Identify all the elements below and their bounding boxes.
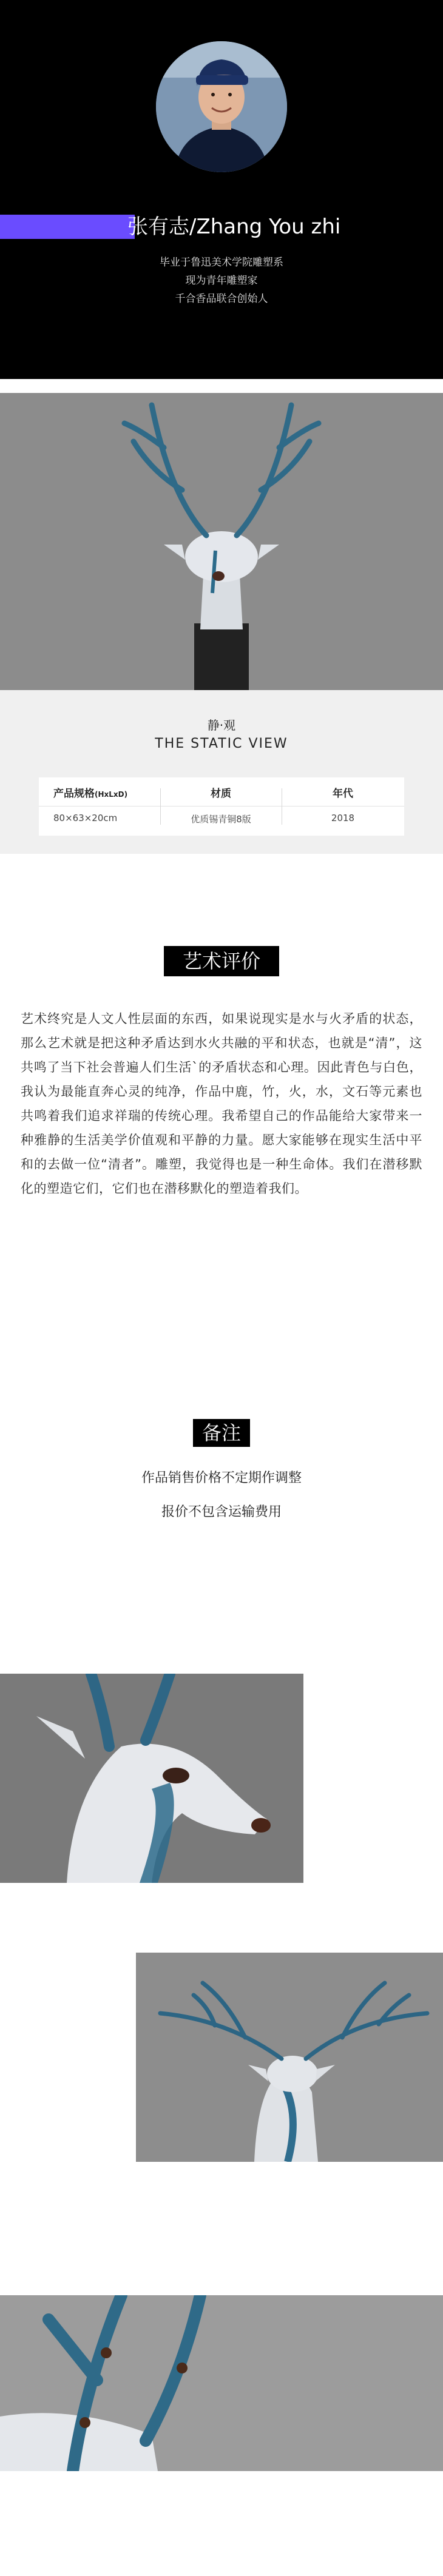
artist-bio-line: 千合香品联合创始人 <box>175 293 268 305</box>
deer-sculpture-side-image <box>136 1953 443 2162</box>
deer-sculpture-image <box>0 393 443 690</box>
artist-avatar <box>156 41 287 172</box>
review-heading: 艺术评价 <box>164 946 279 976</box>
product-subtitle: THE STATIC VIEW <box>155 736 288 751</box>
notes-heading: 备注 <box>193 1419 250 1447</box>
spec-divider <box>39 806 404 807</box>
product-title: 静·观 <box>207 718 236 733</box>
spec-table <box>39 777 404 836</box>
note-line: 报价不包含运输费用 <box>161 1504 282 1520</box>
artist-bio-line: 毕业于鲁迅美术学院雕塑系 <box>160 257 283 269</box>
note-line: 作品销售价格不定期作调整 <box>141 1471 302 1486</box>
deer-head-closeup-image <box>0 1674 303 1883</box>
review-text: 艺术终究是人文人性层面的东西，如果说现实是水与火矛盾的状态，那么艺术就是把这种矛盾达到水火共融的平和状态，也就是“清”，这共鸣了当下社会普遍人们生活`的矛盾状态和心理。因此青色与白色，我认为最能直奔心灵的纯净，作品中鹿，竹，火，水，文石等元素也共鸣着我们追求祥瑞的传统心理。我希望自己的作品能给大家带来一种雅静的生活美学价值观和平静的力量。愿大家能够在现实生活中平和的去做一位“清者”。雕塑，我觉得也是一种生命体。我们在潜移默化的塑造它们，它们也在潜移默化的塑造着我们。 <box>21 1011 422 1196</box>
spec-value: 80×63×20cm <box>53 813 118 823</box>
spec-label: 年代 <box>333 788 353 800</box>
artist-name: 张有志/Zhang You zhi <box>127 215 341 239</box>
artist-portrait-image <box>156 41 287 172</box>
spec-label-unit: (HxLxD) <box>95 790 128 799</box>
artist-bio-line: 现为青年雕塑家 <box>185 275 258 287</box>
product-photo-main <box>0 393 443 690</box>
spec-value: 2018 <box>331 813 355 823</box>
spec-value: 优质锡青铜8版 <box>191 814 251 825</box>
antler-closeup-image <box>0 2295 443 2471</box>
product-photo-side-view <box>136 1953 443 2162</box>
product-photo-antler-detail <box>0 2295 443 2471</box>
name-accent-bar <box>0 215 135 239</box>
spec-header-size <box>53 785 160 800</box>
spec-label: 材质 <box>211 788 231 800</box>
spec-label: 产品规格 <box>53 788 95 800</box>
product-photo-detail-head <box>0 1674 303 1883</box>
